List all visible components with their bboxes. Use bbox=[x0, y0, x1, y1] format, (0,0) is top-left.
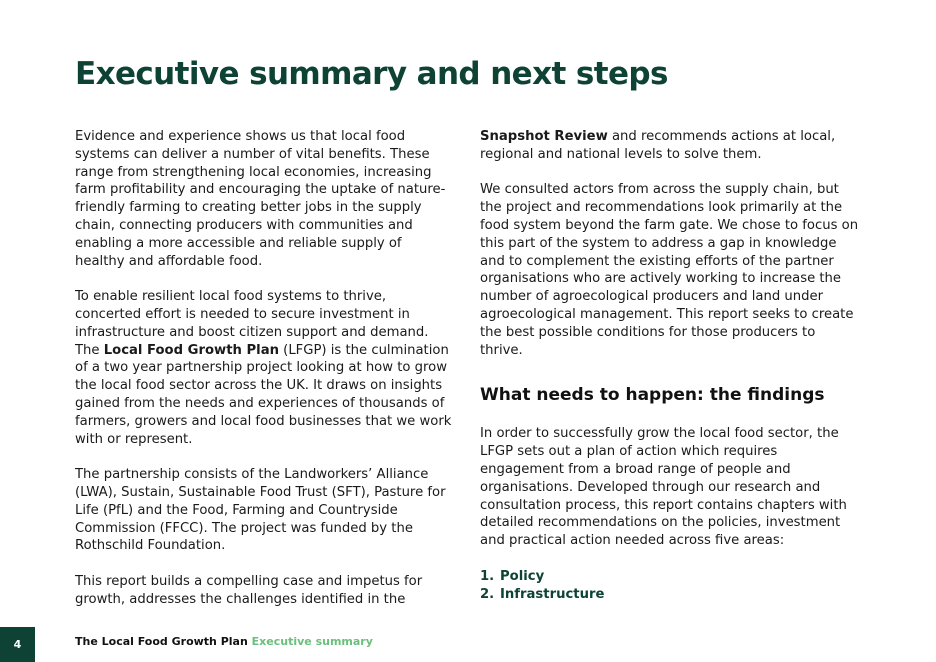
list-item bbox=[480, 568, 860, 586]
list-item bbox=[480, 586, 860, 604]
right-column bbox=[480, 128, 860, 603]
snapshot-review-name: Snapshot Review bbox=[480, 129, 608, 144]
plan-paragraph: In order to successfully grow the local food sector, the LFGP sets out a plan of action which requires engagement from a broad range of people and organisations. Developed through our research and consultation process, this report contains chapters with detailed recommendations on the policies, investment and practical action needed across five areas: bbox=[480, 426, 847, 549]
lfgp-name: Local Food Growth Plan bbox=[103, 342, 279, 358]
consultation-paragraph: We consulted actors from across the supply chain, but the project and recommendations look primarily at the food system beyond the farm gate. We chose to focus on this part of the system to address a gap in knowledge and to complement the existing efforts of the partner organisations who are actively working to increase the number of agroecological producers and land under agroecological management. This report seeks to create the best possible conditions for those producers to thrive. bbox=[480, 182, 859, 358]
lfgp-text-before: To enable resilient local food systems to thrive, concerted effort is needed to secure investment in infrastructure and boost citizen support and demand. The bbox=[75, 289, 429, 358]
list-item-number: 2. bbox=[480, 586, 495, 602]
footer-section: Executive summary bbox=[251, 635, 373, 648]
list-item-number: 1. bbox=[480, 568, 495, 584]
list-item-label: Policy bbox=[500, 568, 545, 584]
lfgp-paragraph bbox=[75, 288, 453, 448]
partnership-paragraph: The partnership consists of the Landworkers’ Alliance (LWA), Sustain, Sustainable Food Trust (SFT), Pasture for Life (PfL) and the Food, Farming and Countryside Commission (FFCC). The project was funded by the Rothschild Foundation. bbox=[75, 467, 446, 554]
footer-doc-title: The Local Food Growth Plan bbox=[75, 635, 248, 648]
left-column bbox=[75, 128, 453, 609]
page-number: 4 bbox=[0, 627, 35, 662]
report-paragraph: This report builds a compelling case and impetus for growth, addresses the challenges identified in the bbox=[75, 573, 423, 607]
list-item-label: Infrastructure bbox=[500, 586, 605, 602]
footer bbox=[75, 635, 373, 648]
areas-list bbox=[480, 568, 860, 604]
snapshot-paragraph bbox=[480, 128, 860, 164]
lfgp-text-after: (LFGP) is the culmination of a two year partnership project looking at how to grow the local food sector across the UK. It draws on insights gained from the needs and experiences of thousands of farmers, growers and local food businesses that we work with or represent. bbox=[75, 342, 452, 447]
page-title: Executive summary and next steps bbox=[75, 56, 668, 92]
intro-paragraph: Evidence and experience shows us that local food systems can deliver a number of vital benefits. These range from strengthening local economies, increasing farm profitability and encouraging the uptake of nature-friendly farming to creating better jobs in the supply chain, connecting producers with communities and enabling a more accessible and reliable supply of healthy and affordable food. bbox=[75, 129, 446, 269]
findings-heading: What needs to happen: the findings bbox=[480, 385, 825, 406]
snapshot-text-after: and recommends actions at local, regional and national levels to solve them. bbox=[480, 129, 836, 162]
